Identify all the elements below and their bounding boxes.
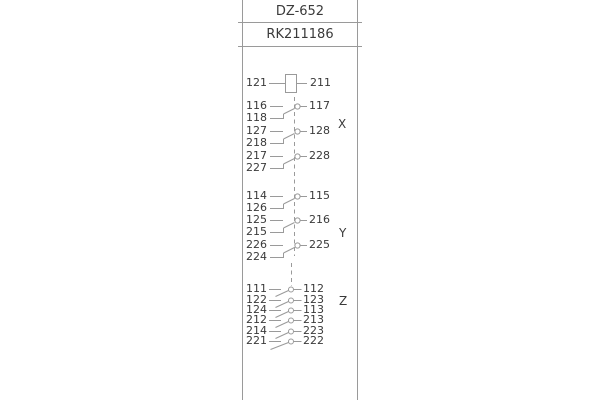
terminal-label: 216: [309, 213, 330, 226]
terminal-label: 227: [246, 161, 267, 174]
terminal-label: 121: [246, 76, 267, 89]
terminal-label: 218: [246, 136, 267, 149]
terminal-label: 123: [303, 293, 324, 306]
terminal-label: 221: [246, 334, 267, 347]
coil-symbol: [269, 75, 307, 93]
terminal-label: 122: [246, 293, 267, 306]
terminal-label: 212: [246, 313, 267, 326]
panel-serial-code: RK211186: [266, 27, 334, 42]
terminal-label: 114: [246, 189, 267, 202]
group-y-switch-symbols: [270, 194, 307, 258]
linkage-dashed-line: [292, 97, 295, 286]
terminal-label: 125: [246, 213, 267, 226]
terminal-label: 127: [246, 124, 267, 137]
group-label-z: Z: [339, 294, 348, 308]
terminal-label: 223: [303, 324, 324, 337]
terminal-label: 215: [246, 225, 267, 238]
terminal-label: 112: [303, 282, 324, 295]
terminal-label: 128: [309, 124, 330, 137]
terminal-label: 111: [246, 282, 267, 295]
terminal-label: 224: [246, 250, 267, 263]
terminal-label: 126: [246, 201, 267, 214]
terminal-label: 124: [246, 303, 267, 316]
terminal-label: 115: [309, 189, 330, 202]
terminal-label: 228: [309, 149, 330, 162]
terminal-label: 211: [310, 76, 331, 89]
terminal-label: 117: [309, 99, 330, 112]
group-label-x: X: [338, 117, 347, 131]
terminal-label: 113: [303, 303, 324, 316]
terminal-label: 222: [303, 334, 324, 347]
panel-model-title: DZ-652: [275, 4, 325, 19]
terminal-label: 116: [246, 99, 267, 112]
terminal-label: 225: [309, 238, 330, 251]
terminal-label: 217: [246, 149, 267, 162]
group-label-y: Y: [339, 226, 347, 240]
group-z-switch-symbols: [269, 287, 302, 350]
terminal-label: 118: [246, 111, 267, 124]
terminal-label: 226: [246, 238, 267, 251]
terminal-label: 213: [303, 313, 324, 326]
group-x-switch-symbols: [270, 104, 307, 169]
terminal-label: 214: [246, 324, 267, 337]
